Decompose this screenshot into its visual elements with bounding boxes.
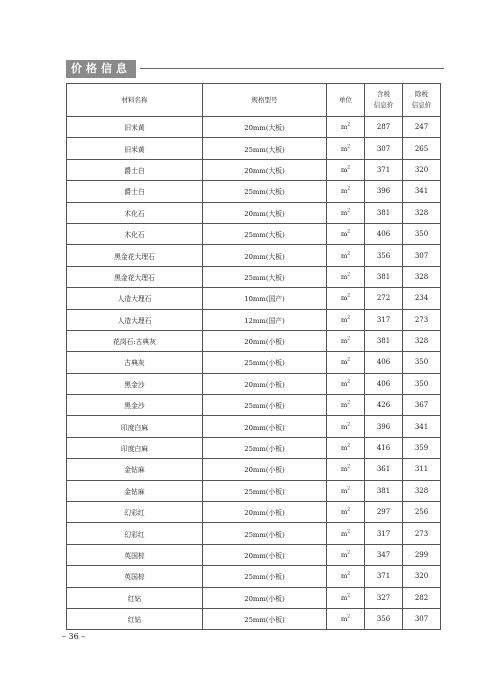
unit-cell [327, 245, 365, 266]
tax-inclusive-price-cell: 406 [365, 373, 403, 394]
unit-cell [327, 437, 365, 458]
table-row [67, 459, 441, 480]
section-divider [140, 68, 444, 69]
tax-inclusive-price-cell: 406 [365, 352, 403, 373]
tax-exclusive-price-cell: 328 [403, 266, 441, 287]
table-row [67, 437, 441, 458]
unit-superscript: 2 [347, 272, 351, 278]
unit-cell [327, 159, 365, 180]
spec-cell: 20mm(大板) [203, 202, 327, 223]
tax-exclusive-price-cell: 350 [403, 352, 441, 373]
table-row [67, 309, 441, 330]
header-tax-inclusive-price [365, 84, 403, 117]
unit-superscript: 2 [347, 401, 351, 406]
header-tax-inclusive-line1: 含税 [377, 90, 390, 98]
section-title: 价格信息 [66, 60, 136, 78]
tax-inclusive-price-cell: 317 [365, 523, 403, 544]
unit-superscript: 2 [347, 294, 351, 300]
table-row [67, 395, 441, 416]
material-name-cell: 花岗石:古典灰 [67, 330, 203, 351]
unit-cell [327, 502, 365, 523]
tax-exclusive-price-cell: 299 [403, 544, 441, 565]
unit-cell [327, 523, 365, 544]
unit-cell [327, 416, 365, 437]
unit-cell [327, 395, 365, 416]
spec-cell: 25mm(大板) [203, 223, 327, 244]
tax-inclusive-price-cell: 297 [365, 502, 403, 523]
unit-superscript: 2 [347, 379, 351, 385]
tax-exclusive-price-cell: 367 [403, 395, 441, 416]
material-name-cell: 红钻 [67, 587, 203, 608]
unit-cell [327, 266, 365, 287]
material-name-cell: 木化石 [67, 223, 203, 244]
tax-exclusive-price-cell: 307 [403, 245, 441, 266]
table-row [67, 416, 441, 437]
spec-cell: 25mm(小板) [203, 395, 327, 416]
table-row [67, 330, 441, 351]
tax-exclusive-price-cell: 328 [403, 330, 441, 351]
table-row [67, 523, 441, 544]
tax-inclusive-price-cell: 416 [365, 437, 403, 458]
unit-superscript: 2 [347, 529, 351, 535]
tax-inclusive-price-cell: 307 [365, 138, 403, 159]
tax-exclusive-price-cell: 328 [403, 480, 441, 501]
unit-base: m [340, 315, 348, 324]
unit-superscript: 2 [347, 443, 351, 449]
unit-superscript: 2 [347, 358, 351, 364]
unit-cell [327, 223, 365, 244]
tax-exclusive-price-cell: 256 [403, 502, 441, 523]
tax-exclusive-price-cell: 307 [403, 608, 441, 629]
unit-cell [327, 352, 365, 373]
unit-base: m [340, 187, 348, 196]
header-tax-exclusive-line2: 信息价 [411, 101, 432, 109]
unit-cell [327, 544, 365, 565]
unit-cell [327, 566, 365, 587]
unit-base: m [340, 144, 348, 153]
header-unit: 单位 [327, 84, 365, 117]
material-name-cell: 黑金沙 [67, 395, 203, 416]
unit-cell [327, 459, 365, 480]
unit-base: m [340, 358, 348, 367]
material-name-cell: 红钻 [67, 608, 203, 629]
tax-exclusive-price-cell: 350 [403, 373, 441, 394]
unit-superscript: 2 [347, 550, 351, 556]
spec-cell: 25mm(小板) [203, 608, 327, 629]
header-tax-inclusive-line2: 信息价 [373, 101, 394, 109]
tax-inclusive-price-cell: 396 [365, 416, 403, 437]
unit-superscript: 2 [347, 336, 351, 342]
tax-exclusive-price-cell: 234 [403, 288, 441, 309]
unit-base: m [340, 615, 348, 624]
unit-superscript: 2 [347, 251, 351, 257]
unit-cell [327, 480, 365, 501]
tax-exclusive-price-cell: 341 [403, 181, 441, 202]
table-row [67, 288, 441, 309]
tax-inclusive-price-cell: 356 [365, 608, 403, 629]
tax-inclusive-price-cell: 317 [365, 309, 403, 330]
unit-cell [327, 181, 365, 202]
spec-cell: 12mm(国产) [203, 309, 327, 330]
unit-superscript: 2 [347, 144, 351, 150]
unit-base: m [340, 230, 348, 239]
tax-exclusive-price-cell: 320 [403, 566, 441, 587]
material-name-cell: 爵士白 [67, 159, 203, 180]
tax-exclusive-price-cell: 311 [403, 459, 441, 480]
table-row [67, 245, 441, 266]
spec-cell: 25mm(小板) [203, 352, 327, 373]
material-name-cell: 黑金花大理石 [67, 266, 203, 287]
material-name-cell: 印度白麻 [67, 416, 203, 437]
table-row [67, 608, 441, 629]
header-tax-exclusive-line1: 除税 [415, 90, 428, 98]
unit-superscript: 2 [347, 165, 351, 171]
table-row [67, 502, 441, 523]
unit-base: m [340, 572, 348, 581]
unit-superscript: 2 [347, 422, 351, 428]
spec-cell: 25mm(大板) [203, 181, 327, 202]
unit-base: m [340, 529, 348, 538]
spec-cell: 20mm(大板) [203, 159, 327, 180]
tax-inclusive-price-cell: 287 [365, 117, 403, 138]
material-name-cell: 旧米黄 [67, 138, 203, 159]
spec-cell: 20mm(小板) [203, 459, 327, 480]
material-name-cell: 英国棕 [67, 566, 203, 587]
tax-exclusive-price-cell: 273 [403, 523, 441, 544]
section-header [66, 60, 444, 78]
tax-exclusive-price-cell: 265 [403, 138, 441, 159]
spec-cell: 25mm(大板) [203, 266, 327, 287]
unit-base: m [340, 465, 348, 474]
unit-superscript: 2 [347, 614, 351, 620]
tax-inclusive-price-cell: 371 [365, 566, 403, 587]
material-name-cell: 幻彩红 [67, 502, 203, 523]
spec-cell: 25mm(小板) [203, 437, 327, 458]
unit-base: m [340, 444, 348, 453]
unit-base: m [340, 422, 348, 431]
unit-superscript: 2 [347, 593, 351, 599]
table-row [67, 117, 441, 138]
tax-inclusive-price-cell: 371 [365, 159, 403, 180]
unit-base: m [340, 593, 348, 602]
table-row [67, 202, 441, 223]
unit-cell [327, 330, 365, 351]
tax-inclusive-price-cell: 426 [365, 395, 403, 416]
material-name-cell: 木化石 [67, 202, 203, 223]
table-header-row [67, 84, 441, 117]
header-spec: 规格型号 [203, 84, 327, 117]
material-name-cell: 旧米黄 [67, 117, 203, 138]
unit-superscript: 2 [347, 507, 351, 513]
material-name-cell: 古典灰 [67, 352, 203, 373]
unit-base: m [340, 551, 348, 559]
table-row [67, 352, 441, 373]
tax-exclusive-price-cell: 341 [403, 416, 441, 437]
material-name-cell: 英国棕 [67, 544, 203, 565]
spec-cell: 20mm(大板) [203, 117, 327, 138]
tax-exclusive-price-cell: 247 [403, 117, 441, 138]
unit-base: m [340, 401, 348, 410]
material-name-cell: 人造大理石 [67, 288, 203, 309]
unit-cell [327, 138, 365, 159]
table-row [67, 373, 441, 394]
unit-base: m [340, 208, 348, 217]
spec-cell: 10mm(国产) [203, 288, 327, 309]
unit-base: m [340, 251, 348, 260]
material-name-cell: 爵士白 [67, 181, 203, 202]
unit-base: m [340, 379, 348, 388]
tax-inclusive-price-cell: 327 [365, 587, 403, 608]
spec-cell: 20mm(小板) [203, 502, 327, 523]
unit-superscript: 2 [347, 122, 351, 128]
table-row [67, 544, 441, 565]
material-name-cell: 人造大理石 [67, 309, 203, 330]
unit-cell [327, 117, 365, 138]
material-name-cell: 黑金沙 [67, 373, 203, 394]
tax-inclusive-price-cell: 356 [365, 245, 403, 266]
unit-cell [327, 309, 365, 330]
material-name-cell: 印度白麻 [67, 437, 203, 458]
tax-inclusive-price-cell: 406 [365, 223, 403, 244]
spec-cell: 20mm(小板) [203, 330, 327, 351]
unit-base: m [340, 294, 348, 303]
header-material-name: 材料名称 [67, 84, 203, 117]
spec-cell: 20mm(小板) [203, 587, 327, 608]
header-tax-exclusive-price [403, 84, 441, 117]
unit-superscript: 2 [347, 572, 351, 578]
spec-cell: 25mm(大板) [203, 138, 327, 159]
unit-cell [327, 608, 365, 629]
unit-base: m [340, 486, 348, 495]
tax-exclusive-price-cell: 273 [403, 309, 441, 330]
tax-inclusive-price-cell: 347 [365, 544, 403, 565]
table-row [67, 223, 441, 244]
material-name-cell: 金钻麻 [67, 459, 203, 480]
tax-inclusive-price-cell: 361 [365, 459, 403, 480]
table-row [67, 181, 441, 202]
spec-cell: 20mm(小板) [203, 373, 327, 394]
table-row [67, 587, 441, 608]
unit-superscript: 2 [347, 229, 351, 235]
unit-base: m [340, 272, 348, 281]
unit-base: m [340, 508, 348, 517]
unit-base: m [340, 123, 348, 132]
tax-inclusive-price-cell: 381 [365, 480, 403, 501]
unit-superscript: 2 [347, 315, 351, 321]
unit-superscript: 2 [347, 465, 351, 471]
table-row [67, 266, 441, 287]
tax-exclusive-price-cell: 328 [403, 202, 441, 223]
table-body [67, 117, 441, 630]
tax-exclusive-price-cell: 359 [403, 437, 441, 458]
tax-inclusive-price-cell: 381 [365, 202, 403, 223]
table-row [67, 480, 441, 501]
unit-base: m [340, 337, 348, 346]
spec-cell: 20mm(小板) [203, 544, 327, 565]
tax-inclusive-price-cell: 381 [365, 330, 403, 351]
page-number: – 36 – [62, 632, 86, 641]
tax-inclusive-price-cell: 396 [365, 181, 403, 202]
material-name-cell: 黑金花大理石 [67, 245, 203, 266]
price-table [66, 83, 441, 630]
spec-cell: 25mm(小板) [203, 566, 327, 587]
material-name-cell: 幻彩红 [67, 523, 203, 544]
tax-exclusive-price-cell: 282 [403, 587, 441, 608]
tax-exclusive-price-cell: 350 [403, 223, 441, 244]
tax-exclusive-price-cell: 320 [403, 159, 441, 180]
spec-cell: 20mm(大板) [203, 245, 327, 266]
unit-base: m [340, 165, 348, 174]
table-row [67, 159, 441, 180]
spec-cell: 25mm(小板) [203, 523, 327, 544]
tax-inclusive-price-cell: 381 [365, 266, 403, 287]
unit-superscript: 2 [347, 486, 351, 492]
unit-superscript: 2 [347, 187, 351, 193]
unit-cell [327, 288, 365, 309]
table-row [67, 566, 441, 587]
unit-superscript: 2 [347, 208, 351, 214]
table-row [67, 138, 441, 159]
unit-cell [327, 202, 365, 223]
material-name-cell: 金钻麻 [67, 480, 203, 501]
spec-cell: 20mm(小板) [203, 416, 327, 437]
tax-inclusive-price-cell: 272 [365, 288, 403, 309]
unit-cell [327, 587, 365, 608]
unit-cell [327, 373, 365, 394]
spec-cell: 25mm(小板) [203, 480, 327, 501]
